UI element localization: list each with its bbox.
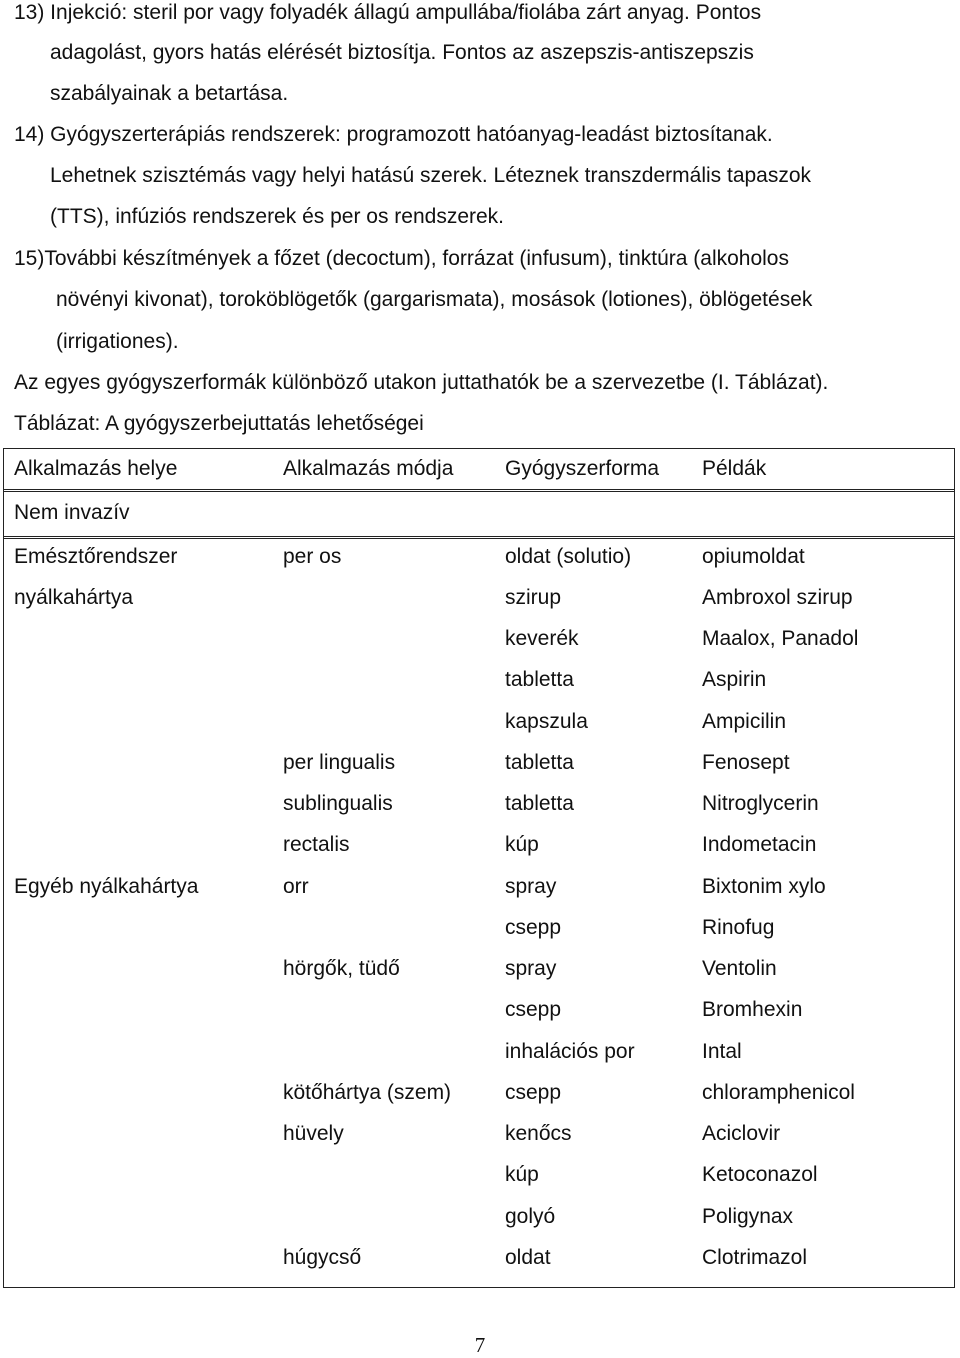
table-cell-example: chloramphenicol xyxy=(702,1081,855,1104)
table-cell-example: Bixtonim xylo xyxy=(702,875,826,898)
table-cell-example: Maalox, Panadol xyxy=(702,627,859,650)
table-cell-site: Emésztőrendszer xyxy=(14,545,178,568)
item-13-line-3: szabályainak a betartása. xyxy=(50,82,289,105)
table-cell-form: oldat xyxy=(505,1246,551,1269)
table-cell-example: Bromhexin xyxy=(702,998,803,1021)
item-13-line-2: adagolást, gyors hatás elérését biztosítja. Fontos az aszepszis-antiszepszis xyxy=(50,41,754,64)
table-cell-form: golyó xyxy=(505,1205,556,1228)
table-cell-form: csepp xyxy=(505,916,562,939)
table-cell-example: Aspirin xyxy=(702,668,767,691)
intro-sentence: Az egyes gyógyszerformák különböző utakon juttathatók be a szervezetbe (I. Táblázat). xyxy=(14,371,829,394)
item-15-line-2: növényi kivonat), toroköblögetők (gargarismata), mosások (lotiones), öblögetések xyxy=(56,288,813,311)
table-cell-route: rectalis xyxy=(283,833,350,856)
item-15-line-3: (irrigationes). xyxy=(56,330,179,353)
table-cell-example: Intal xyxy=(702,1040,742,1063)
table-cell-example: Indometacin xyxy=(702,833,817,856)
table-cell-route: húgycső xyxy=(283,1246,362,1269)
table-cell-example: Ambroxol szirup xyxy=(702,586,853,609)
table-cell-route: per os xyxy=(283,545,342,568)
table-cell-route: hüvely xyxy=(283,1122,344,1145)
table-section-label: Nem invazív xyxy=(14,501,130,524)
item-14-line-2: Lehetnek szisztémás vagy helyi hatású szerek. Léteznek transzdermális tapaszok xyxy=(50,164,812,187)
table-cell-form: inhalációs por xyxy=(505,1040,635,1063)
table-cell-example: Ventolin xyxy=(702,957,777,980)
table-cell-example: Poligynax xyxy=(702,1205,794,1228)
table-section-divider xyxy=(3,536,955,539)
table-cell-form: kenőcs xyxy=(505,1122,572,1145)
table-cell-form: spray xyxy=(505,957,557,980)
table-cell-form: kúp xyxy=(505,1163,539,1186)
table-cell-form: tabletta xyxy=(505,751,574,774)
table-cell-example: Aciclovir xyxy=(702,1122,781,1145)
table-header-site: Alkalmazás helye xyxy=(14,457,178,480)
table-cell-example: Clotrimazol xyxy=(702,1246,808,1269)
table-cell-route: hörgők, tüdő xyxy=(283,957,400,980)
table-header-form: Gyógyszerforma xyxy=(505,457,660,480)
item-13-line-1: 13) Injekció: steril por vagy folyadék állagú ampullába/fiolába zárt anyag. Pontos xyxy=(14,1,762,24)
table-header-route: Alkalmazás módja xyxy=(283,457,454,480)
table-cell-form: csepp xyxy=(505,998,562,1021)
table-cell-example: Nitroglycerin xyxy=(702,792,819,815)
table-header-divider xyxy=(3,489,955,492)
table-cell-example: Fenosept xyxy=(702,751,790,774)
item-15-line-1: 15)További készítmények a főzet (decoctum), forrázat (infusum), tinktúra (alkoholos xyxy=(14,247,789,270)
item-14-line-1: 14) Gyógyszerterápiás rendszerek: programozott hatóanyag-leadást biztosítanak. xyxy=(14,123,773,146)
table-cell-form: szirup xyxy=(505,586,562,609)
table-header-examples: Példák xyxy=(702,457,767,480)
table-cell-example: Ampicilin xyxy=(702,710,787,733)
table-cell-form: keverék xyxy=(505,627,579,650)
table-cell-form: kúp xyxy=(505,833,539,856)
table-cell-example: Ketoconazol xyxy=(702,1163,818,1186)
table-cell-example: opiumoldat xyxy=(702,545,805,568)
table-cell-route: orr xyxy=(283,875,309,898)
table-caption: Táblázat: A gyógyszerbejuttatás lehetőségei xyxy=(14,412,424,435)
table-cell-form: spray xyxy=(505,875,557,898)
table-cell-route: sublingualis xyxy=(283,792,393,815)
table-cell-form: oldat (solutio) xyxy=(505,545,632,568)
table-cell-example: Rinofug xyxy=(702,916,775,939)
table-cell-route: kötőhártya (szem) xyxy=(283,1081,452,1104)
table-cell-form: tabletta xyxy=(505,792,574,815)
table-cell-form: kapszula xyxy=(505,710,588,733)
item-14-line-3: (TTS), infúziós rendszerek és per os rendszerek. xyxy=(50,205,505,228)
table-cell-route: per lingualis xyxy=(283,751,396,774)
table-cell-form: csepp xyxy=(505,1081,562,1104)
table-cell-form: tabletta xyxy=(505,668,574,691)
table-cell-site: nyálkahártya xyxy=(14,586,134,609)
table-cell-site: Egyéb nyálkahártya xyxy=(14,875,199,898)
page-number: 7 xyxy=(474,1333,486,1357)
